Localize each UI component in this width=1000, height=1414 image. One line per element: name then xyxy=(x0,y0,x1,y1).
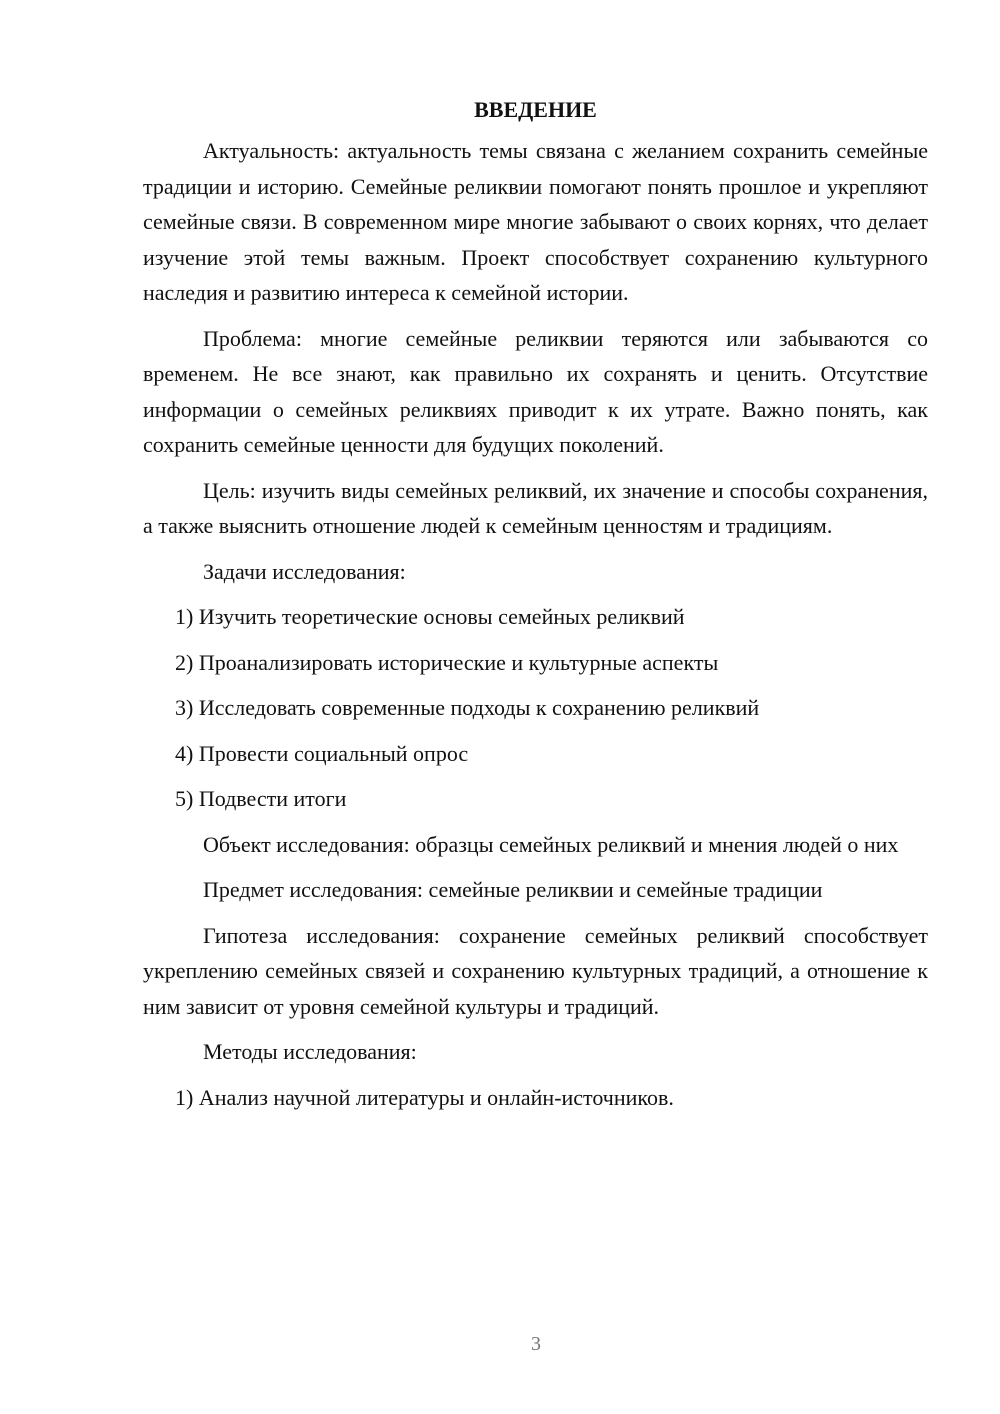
task-item: 1) Изучить теоретические основы семейных реликвий xyxy=(175,604,685,629)
object-paragraph: Объект исследования: образцы семейных реликвий и мнения людей о них xyxy=(203,831,899,857)
subject-paragraph: Предмет исследования: семейные реликвии и семейные традиции xyxy=(203,877,823,902)
task-item: 2) Проанализировать исторические и культурные аспекты xyxy=(175,649,719,675)
task-item: 3) Исследовать современные подходы к сохранению реликвий xyxy=(175,695,760,720)
page-title: ВВЕДЕНИЕ xyxy=(474,97,597,122)
methods-heading: Методы исследования: xyxy=(203,1039,417,1064)
task-item: 4) Провести социальный опрос xyxy=(175,740,469,766)
hypothesis-paragraph: Гипотеза исследования: сохранение семейных реликвий способствует укреплению семейных связей и сохранению культурных традиций, а отношение к ним зависит от уровня семейной культуры и традиций. xyxy=(143,922,928,1019)
page-number: 3 xyxy=(531,1333,541,1355)
method-item: 1) Анализ научной литературы и онлайн-источников. xyxy=(175,1084,674,1110)
methods-list xyxy=(143,1080,928,1116)
document-page xyxy=(143,92,928,1125)
relevance-paragraph: Актуальность: актуальность темы связана с желанием сохранить семейные традиции и историю. Семейные реликвии помогают понять прошлое и укрепляют семейные связи. В современном мире многие забывают о своих корнях, что делает изучение этой темы важным. Проект способствует сохранению культурного наследия и развитию интереса к семейной истории. xyxy=(143,138,928,305)
tasks-heading: Задачи исследования: xyxy=(203,558,406,584)
goal-paragraph: Цель: изучить виды семейных реликвий, их значение и способы сохранения, а также выяснить отношение людей к семейным ценностям и традициям. xyxy=(143,477,928,538)
problem-paragraph: Проблема: многие семейные реликвии теряются или забываются со временем. Не все знают, как правильно их сохранять и ценить. Отсутствие информации о семейных реликвиях приводит к их утрате. Важно понять, как сохранить семейные ценности для будущих поколений. xyxy=(143,325,928,457)
tasks-list xyxy=(143,599,928,817)
task-item: 5) Подвести итоги xyxy=(175,786,347,811)
